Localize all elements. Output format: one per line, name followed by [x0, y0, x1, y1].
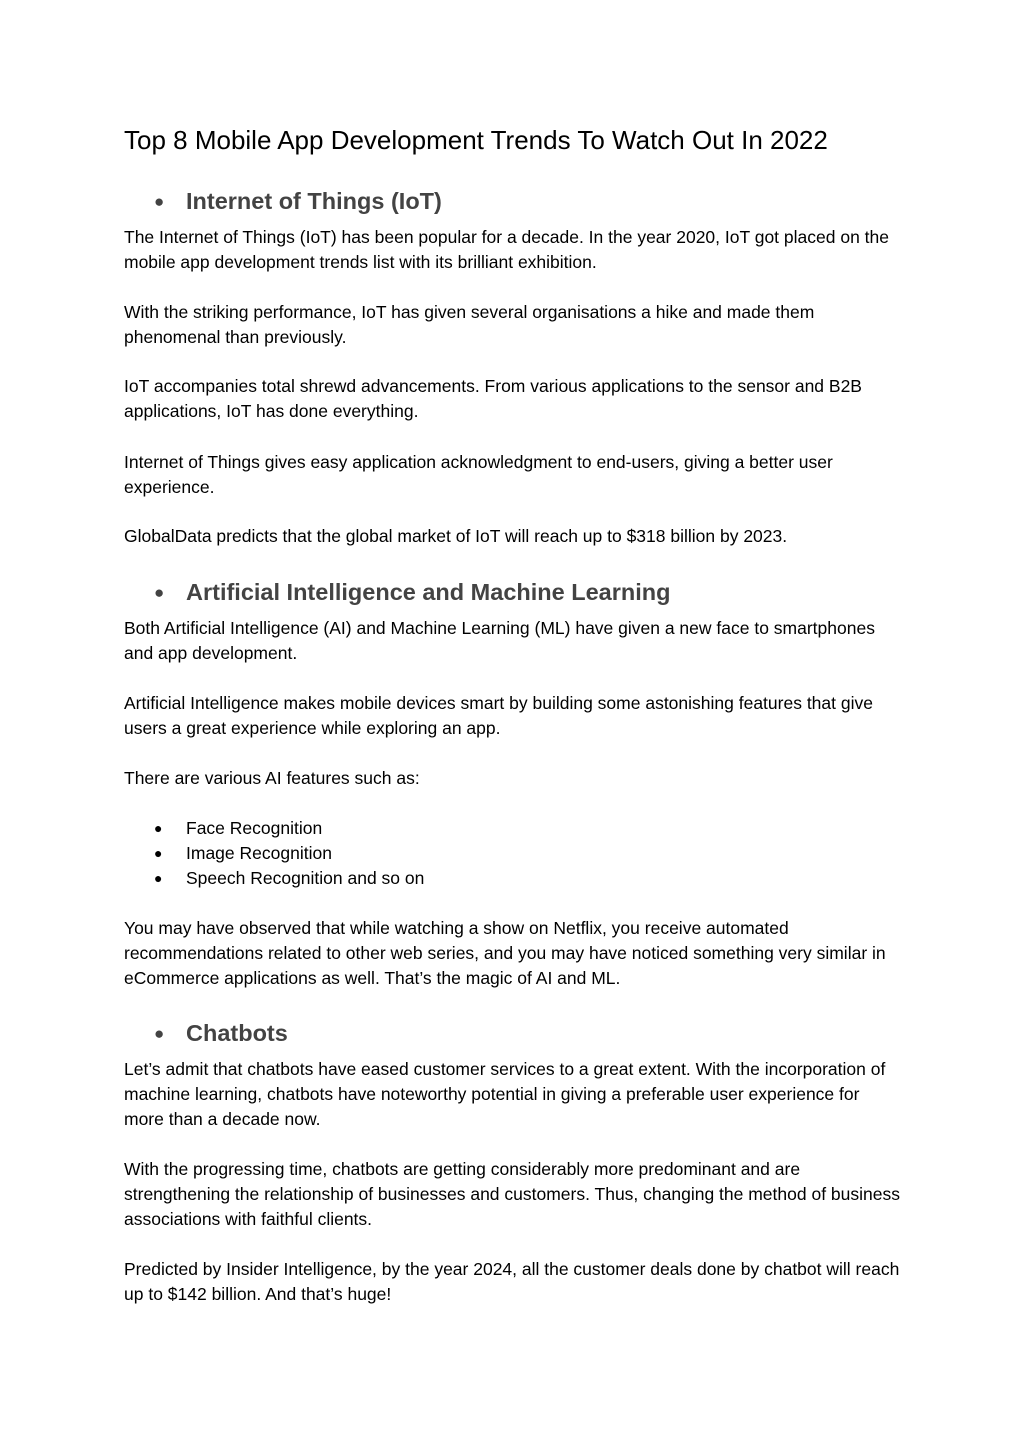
paragraph: IoT accompanies total shrewd advancements. From various applications to the sensor and B2B applications, IoT has done everything.	[124, 376, 862, 421]
paragraph: You may have observed that while watching a show on Netflix, you receive automated recommendations related to other web series, and you may have noticed something very similar in eCommerce applications as well. That’s the magic of AI and ML.	[124, 918, 886, 988]
section-heading-ai-ml	[124, 577, 670, 608]
paragraph: The Internet of Things (IoT) has been popular for a decade. In the year 2020, IoT got placed on the mobile app development trends list with its brilliant exhibition.	[124, 227, 889, 272]
paragraph: Internet of Things gives easy application acknowledgment to end-users, giving a better user experience.	[124, 452, 833, 497]
ai-features-list	[124, 816, 424, 891]
paragraph: With the striking performance, IoT has given several organisations a hike and made them phenomenal than previously.	[124, 302, 815, 347]
paragraph: There are various AI features such as:	[124, 768, 420, 788]
section-heading-text: Chatbots	[186, 1020, 288, 1046]
bullet-icon: ●	[154, 870, 163, 886]
list-item: ● Speech Recognition and so on	[124, 866, 424, 891]
paragraph: Both Artificial Intelligence (AI) and Machine Learning (ML) have given a new face to smartphones and app development.	[124, 618, 875, 663]
list-item: ● Image Recognition	[124, 841, 424, 866]
section-heading-text: Artificial Intelligence and Machine Learning	[186, 579, 671, 605]
paragraph: Artificial Intelligence makes mobile devices smart by building some astonishing features that give users a great experience while exploring an app.	[124, 693, 873, 738]
document-title: Top 8 Mobile App Development Trends To Watch Out In 2022	[124, 125, 828, 155]
bullet-icon: ●	[154, 820, 163, 836]
section-heading-chatbots	[124, 1018, 288, 1049]
paragraph: Let’s admit that chatbots have eased customer services to a great extent. With the incorporation of machine learning, chatbots have noteworthy potential in giving a preferable user experience for more than a decade now.	[124, 1059, 886, 1129]
bullet-icon: ●	[154, 845, 163, 861]
paragraph: With the progressing time, chatbots are getting considerably more predominant and are strengthening the relationship of businesses and customers. Thus, changing the method of business associations with faithful clients.	[124, 1159, 900, 1229]
bullet-icon: ●	[154, 583, 165, 602]
section-heading-text: Internet of Things (IoT)	[186, 188, 442, 214]
bullet-icon: ●	[154, 1024, 165, 1043]
paragraph: GlobalData predicts that the global market of IoT will reach up to $318 billion by 2023.	[124, 526, 788, 546]
list-item: ● Face Recognition	[124, 816, 424, 841]
paragraph: Predicted by Insider Intelligence, by the year 2024, all the customer deals done by chatbot will reach up to $142 billion. And that’s huge!	[124, 1259, 900, 1304]
bullet-icon: ●	[154, 192, 165, 211]
section-heading-iot	[124, 186, 442, 217]
